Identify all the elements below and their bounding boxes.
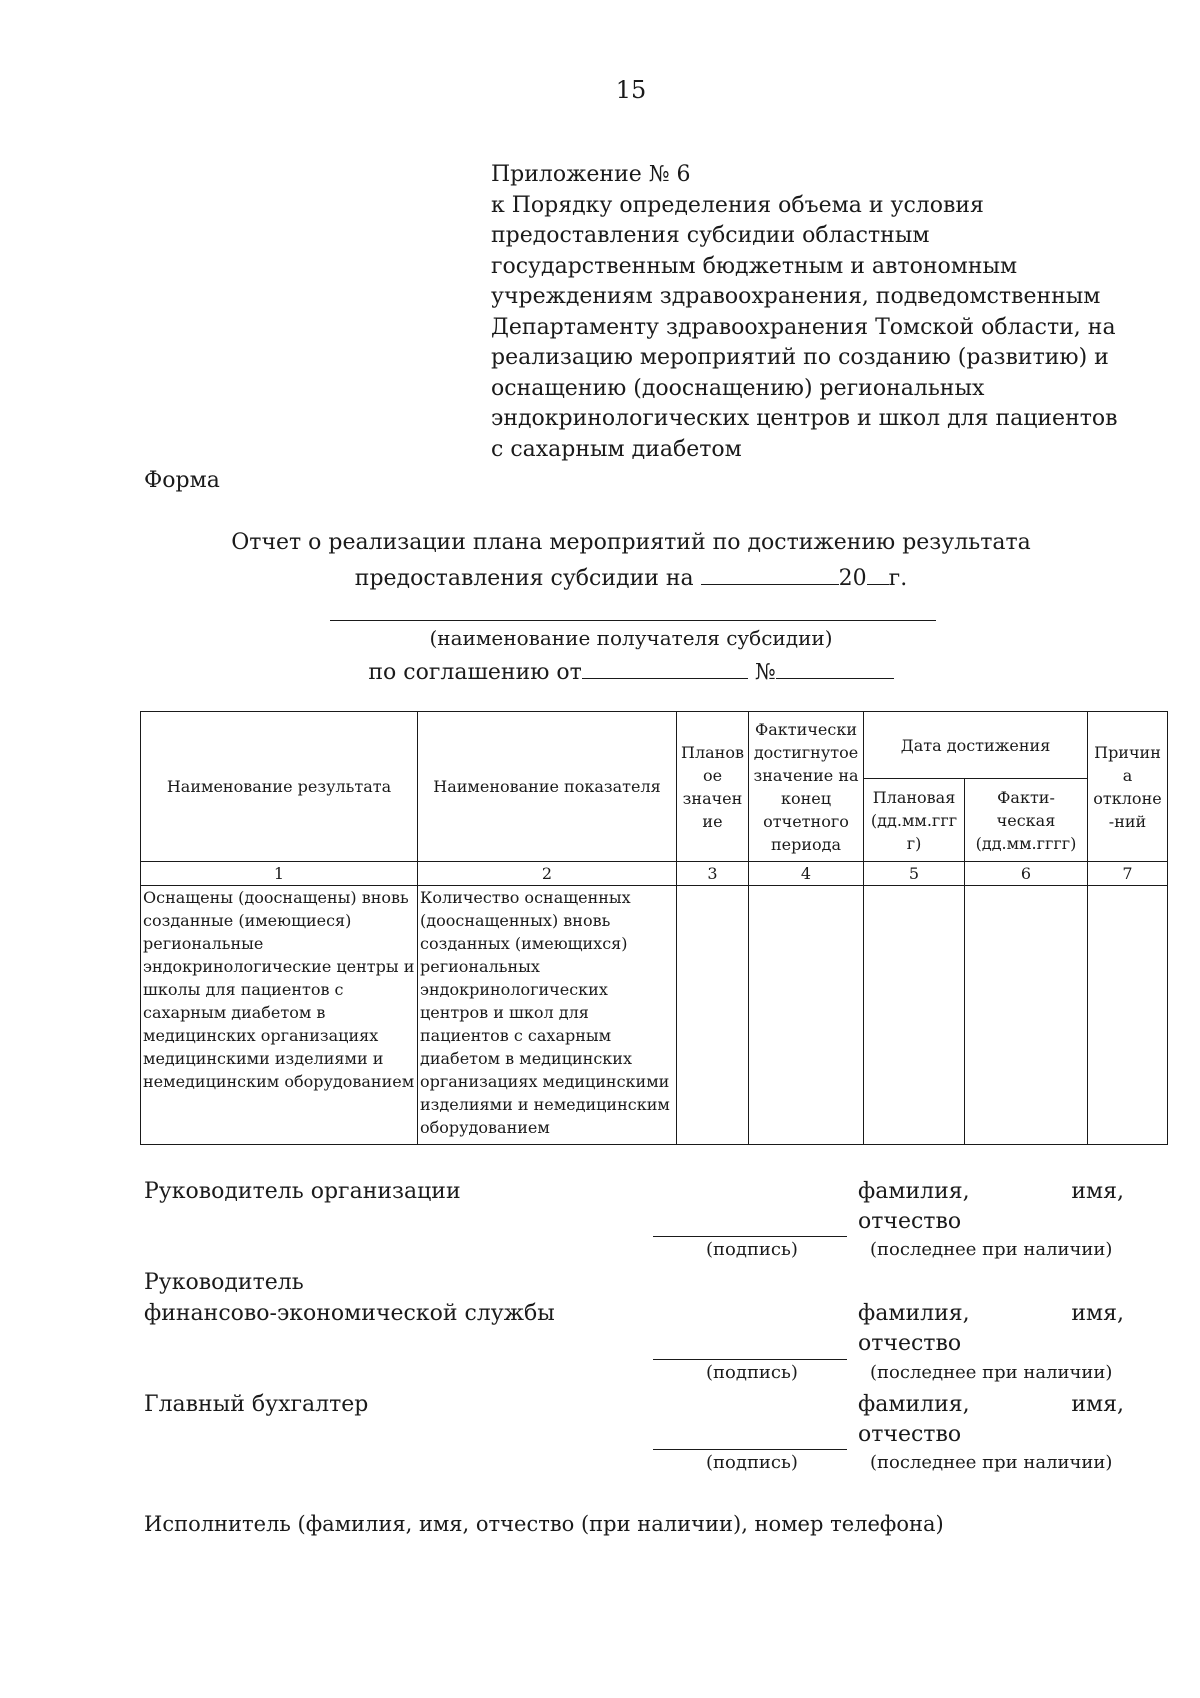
- appendix-block: [491, 160, 1131, 465]
- header-indicator-name: Наименование показателя: [418, 712, 677, 862]
- fio-word: имя,: [1071, 1392, 1124, 1417]
- column-number: 4: [749, 862, 864, 886]
- executor-line: Исполнитель (фамилия, имя, отчество (при наличии), номер телефона): [144, 1512, 944, 1536]
- fio-word: имя,: [1071, 1179, 1124, 1204]
- column-number: 7: [1088, 862, 1168, 886]
- actual-value-cell[interactable]: [749, 886, 864, 1145]
- signature-label: Главный бухгалтер: [144, 1392, 369, 1417]
- fio-word: фамилия,: [858, 1392, 970, 1417]
- table-row: [141, 886, 1168, 1145]
- reason-cell[interactable]: [1088, 886, 1168, 1145]
- appendix-line: государственным бюджетным и автономным: [491, 253, 1018, 279]
- agreement-prefix: по соглашению от: [368, 660, 582, 685]
- column-number: 1: [141, 862, 418, 886]
- agreement-date-blank[interactable]: [582, 654, 748, 679]
- title-prefix: предоставления субсидии на: [354, 566, 694, 591]
- title-year: 20: [838, 566, 867, 591]
- name-caption: (последнее при наличии): [870, 1239, 1113, 1260]
- fio-block: [858, 1390, 1124, 1450]
- header-date-actual: Факти- ческая (дд.мм.гггг): [965, 779, 1088, 862]
- header-result-name: Наименование результата: [141, 712, 418, 862]
- fio-word: отчество: [858, 1209, 962, 1234]
- signature-line[interactable]: [653, 1359, 847, 1360]
- column-number: 2: [418, 862, 677, 886]
- fio-word: отчество: [858, 1331, 962, 1356]
- header-planned-value: Планов ое значен ие: [677, 712, 749, 862]
- signature-caption: (подпись): [706, 1452, 798, 1473]
- column-number: 6: [965, 862, 1088, 886]
- fio-word: фамилия,: [858, 1179, 970, 1204]
- signature-line[interactable]: [653, 1449, 847, 1450]
- appendix-line: Департаменту здравоохранения Томской области, на: [491, 314, 1116, 340]
- appendix-line: Приложение № 6: [491, 162, 691, 187]
- recipient-caption: (наименование получателя субсидии): [429, 626, 833, 650]
- header-date-planned: Плановая (дд.мм.ггг г): [864, 779, 965, 862]
- planned-value-cell[interactable]: [677, 886, 749, 1145]
- title-line-2: [0, 560, 1200, 596]
- fio-block: [858, 1299, 1124, 1359]
- report-table: [140, 711, 1168, 1145]
- recipient-name-line[interactable]: [330, 620, 936, 621]
- fio-word: отчество: [858, 1422, 962, 1447]
- result-cell: Оснащены (дооснащены) вновь созданные (имеющиеся) региональные эндокринологические центры и школы для пациентов с сахарным диабетом в медицинских организациях медицинскими изделиями и немедицинским оборудованием: [141, 886, 418, 1145]
- column-number-row: [141, 862, 1168, 886]
- agreement-number-blank[interactable]: [776, 654, 894, 679]
- title-suffix: г.: [888, 566, 908, 591]
- appendix-line: учреждениям здравоохранения, подведомственным: [491, 284, 1101, 309]
- fio-word: фамилия,: [858, 1301, 970, 1326]
- appendix-line: предоставления субсидии областным: [491, 223, 930, 248]
- date-actual-cell[interactable]: [965, 886, 1088, 1145]
- page-number: 15: [615, 76, 647, 104]
- header-reason: Причин а отклоне -ний: [1088, 712, 1168, 862]
- indicator-cell: Количество оснащенных (дооснащенных) вновь созданных (имеющихся) региональных эндокринологических центров и школ для пациентов с сахарным диабетом в медицинских организациях медицинскими изделиями и немедицинским оборудованием: [418, 886, 677, 1145]
- agreement-line: [0, 654, 1200, 685]
- form-label: Форма: [144, 468, 220, 493]
- date-planned-cell[interactable]: [864, 886, 965, 1145]
- title-line-1: Отчет о реализации плана мероприятий по достижению результата: [231, 530, 1031, 555]
- appendix-line: реализацию мероприятий по созданию (развитию) и: [491, 345, 1109, 370]
- signature-label: Руководитель: [144, 1270, 304, 1295]
- signature-line[interactable]: [653, 1236, 847, 1237]
- header-date-group: Дата достижения: [864, 712, 1088, 779]
- header-actual-value: Фактически достигнутое значение на конец отчетного периода: [749, 712, 864, 862]
- agreement-number-sign: №: [754, 660, 776, 685]
- appendix-line: эндокринологических центров и школ для пациентов: [491, 406, 1118, 431]
- appendix-line: с сахарным диабетом: [491, 436, 742, 462]
- fio-word: имя,: [1071, 1301, 1124, 1326]
- signature-caption: (подпись): [706, 1239, 798, 1260]
- appendix-line: к Порядку определения объема и условия: [491, 192, 984, 218]
- period-blank[interactable]: [701, 560, 839, 585]
- signature-caption: (подпись): [706, 1362, 798, 1383]
- fio-block: [858, 1177, 1124, 1237]
- appendix-line: оснащению (дооснащению) региональных: [491, 375, 985, 401]
- year-blank[interactable]: [867, 560, 889, 585]
- name-caption: (последнее при наличии): [870, 1452, 1113, 1473]
- column-number: 3: [677, 862, 749, 886]
- name-caption: (последнее при наличии): [870, 1362, 1113, 1383]
- column-number: 5: [864, 862, 965, 886]
- report-title: [0, 526, 1200, 596]
- signature-label: финансово-экономической службы: [144, 1301, 555, 1326]
- signature-label: Руководитель организации: [144, 1179, 461, 1204]
